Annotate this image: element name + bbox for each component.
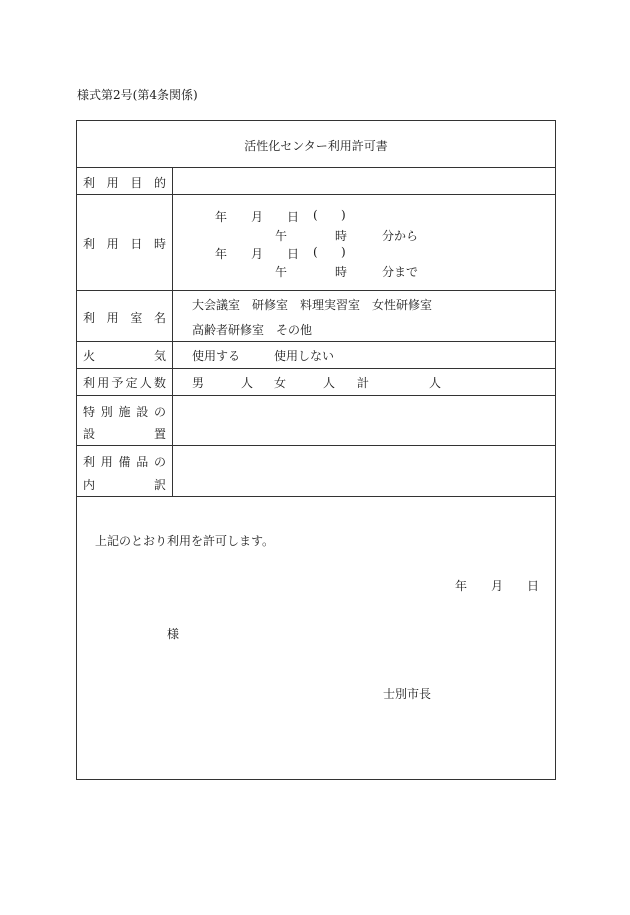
end-ampm: 午 — [275, 265, 288, 279]
total-label: 計 — [357, 376, 370, 390]
form-title: 活性化センター利用許可書 — [244, 139, 388, 153]
start-day: 日 — [287, 210, 300, 224]
fire-label: 火気 — [83, 349, 166, 363]
male-unit: 人 — [241, 376, 254, 390]
end-hour: 時 — [335, 265, 348, 279]
row-divider — [77, 341, 555, 342]
room-options-line2: 高齢者研修室 その他 — [192, 323, 313, 337]
start-minute-from: 分から — [382, 229, 419, 243]
equipment-field[interactable] — [173, 446, 555, 496]
people-label: 利用予定人数 — [83, 376, 166, 390]
start-month: 月 — [251, 210, 264, 224]
start-hour: 時 — [335, 229, 348, 243]
start-year: 年 — [215, 210, 228, 224]
equipment-label-line2: 内訳 — [83, 478, 166, 492]
room-label: 利用室名 — [83, 311, 166, 325]
start-weekday-close: ) — [341, 208, 346, 222]
form-number: 様式第2号(第4条関係) — [77, 88, 198, 102]
row-divider — [77, 368, 555, 369]
permit-form — [76, 120, 556, 780]
row-divider — [77, 290, 555, 291]
start-weekday-open: ( — [313, 208, 318, 222]
special-label-line2: 設置 — [83, 427, 166, 441]
end-weekday-open: ( — [313, 245, 318, 259]
end-year: 年 — [215, 247, 228, 261]
start-ampm: 午 — [275, 229, 288, 243]
end-weekday-close: ) — [341, 245, 346, 259]
issuer-name: 士別市長 — [383, 687, 432, 701]
male-label: 男 — [192, 376, 205, 390]
female-unit: 人 — [323, 376, 336, 390]
fire-use-option: 使用する — [192, 349, 241, 363]
special-label-line1: 特別施設の — [83, 405, 166, 419]
female-label: 女 — [274, 376, 287, 390]
recipient-suffix: 様 — [167, 627, 180, 641]
purpose-label: 利用目的 — [83, 176, 166, 190]
total-unit: 人 — [429, 376, 442, 390]
permit-statement: 上記のとおり利用を許可します。 — [95, 534, 275, 548]
end-minute-until: 分まで — [382, 265, 419, 279]
equipment-label-line1: 利用備品の — [83, 455, 166, 469]
purpose-field[interactable] — [173, 168, 555, 194]
special-field[interactable] — [173, 396, 555, 445]
issue-day: 日 — [527, 579, 540, 593]
end-month: 月 — [251, 247, 264, 261]
fire-no-use-option: 使用しない — [274, 349, 335, 363]
room-options-line1: 大会議室 研修室 料理実習室 女性研修室 — [192, 298, 433, 312]
end-day: 日 — [287, 247, 300, 261]
issue-month: 月 — [491, 579, 504, 593]
row-divider — [77, 496, 555, 497]
row-divider — [77, 194, 555, 195]
datetime-label: 利用日時 — [83, 237, 166, 251]
issue-year: 年 — [455, 579, 468, 593]
